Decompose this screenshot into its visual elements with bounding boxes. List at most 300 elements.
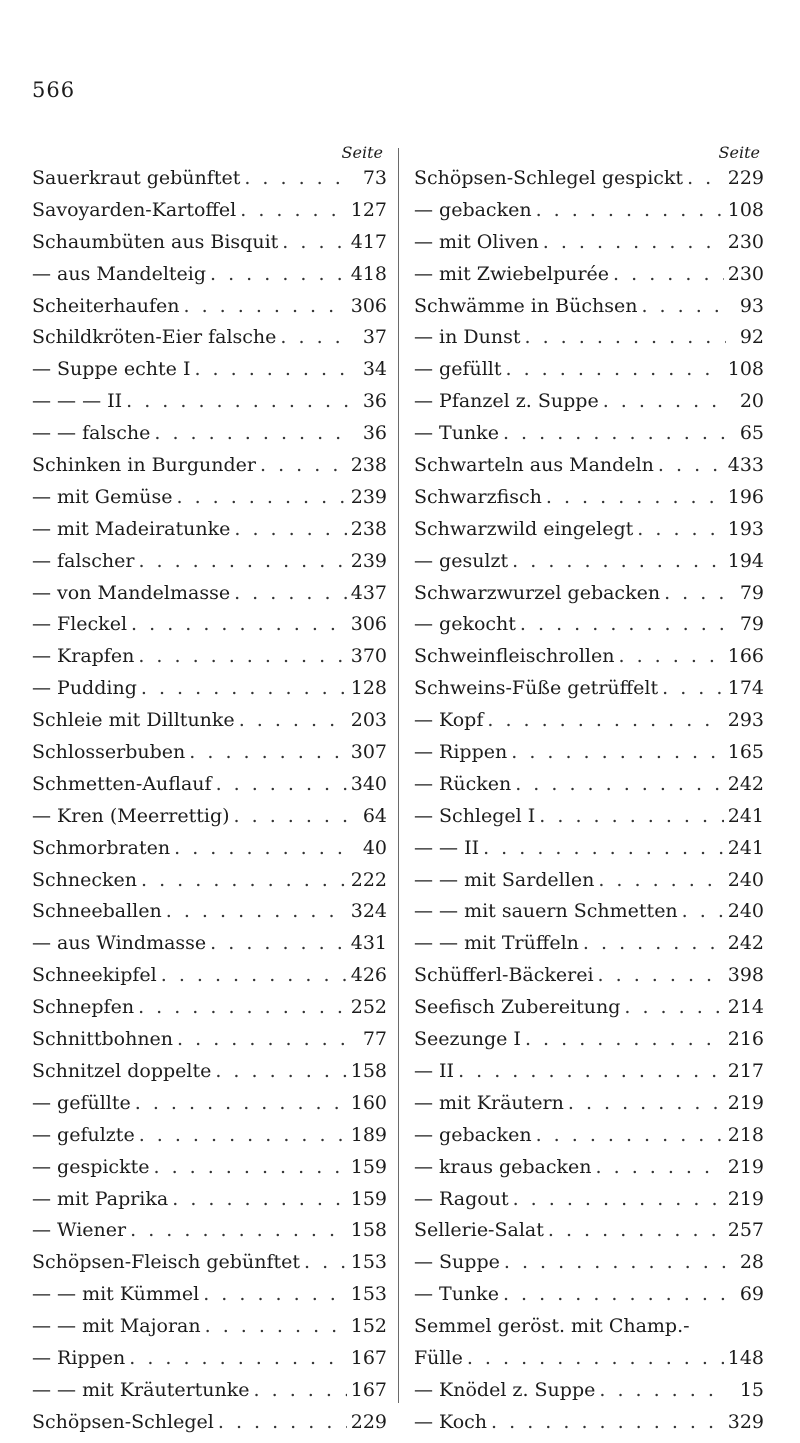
entry-label: Schmorbraten [32, 836, 171, 859]
column-header: Seite [341, 143, 383, 162]
dot-leader [487, 709, 723, 731]
index-entry [32, 358, 387, 390]
entry-label: — gebacken [414, 198, 532, 221]
entry-label: Seezunge I [414, 1028, 521, 1051]
column-divider [398, 148, 399, 1403]
entry-page-number: 307 [350, 741, 387, 764]
dot-leader [536, 1124, 724, 1146]
entry-label: — Pudding [32, 677, 137, 700]
index-entry [32, 231, 387, 263]
entry-label: — — falsche [32, 422, 151, 445]
entry-label: — Kren (Meerrettig) [32, 804, 230, 827]
entry-label: Schnepfen [32, 996, 135, 1019]
dot-leader [536, 199, 724, 221]
entry-page-number: 158 [350, 1059, 387, 1082]
entry-page-number: 242 [727, 932, 764, 955]
index-entry [32, 805, 387, 837]
index-entry [414, 326, 764, 358]
index-entry [32, 1315, 387, 1347]
entry-page-number: 216 [727, 1028, 764, 1051]
index-entry [32, 1283, 387, 1315]
entry-label: — Rippen [32, 1346, 126, 1369]
dot-leader [503, 1283, 726, 1305]
entry-label: — gesulzt [414, 549, 509, 572]
entry-page-number: 108 [727, 358, 764, 381]
entry-page-number: 79 [739, 581, 764, 604]
dot-leader [525, 1028, 724, 1050]
index-entry [32, 1219, 387, 1251]
entry-page-number: 69 [739, 1283, 764, 1306]
entry-label: Schöpsen-Schlegel [32, 1410, 214, 1433]
entry-label: — gefulzte [32, 1123, 135, 1146]
index-entry [414, 1411, 764, 1443]
dot-leader [548, 1219, 724, 1241]
entry-label: — Rippen [414, 741, 508, 764]
index-entry [32, 582, 387, 614]
dot-leader [619, 645, 724, 667]
entry-page-number: 417 [350, 230, 387, 253]
index-entry [32, 709, 387, 741]
index-entry [414, 1315, 764, 1347]
dot-leader [244, 167, 349, 189]
entry-label: — Wiener [32, 1219, 127, 1242]
index-entry [414, 613, 764, 645]
index-entry [32, 1411, 387, 1443]
entry-label: Schnittbohnen [32, 1028, 174, 1051]
dot-leader [234, 582, 347, 604]
dot-leader [525, 326, 727, 348]
index-entry [32, 167, 387, 199]
dot-leader [598, 869, 723, 891]
entry-page-number: 217 [727, 1059, 764, 1082]
entry-label: — Suppe [414, 1251, 500, 1274]
dot-leader [203, 1283, 347, 1305]
entry-page-number: 324 [350, 900, 387, 923]
index-column-right [414, 143, 764, 1443]
dot-leader [234, 805, 349, 827]
dot-leader [184, 295, 347, 317]
entry-label: — gebacken [414, 1123, 532, 1146]
entry-label: Schinken in Burgunder [32, 454, 257, 477]
entry-label: Schneekipfel [32, 964, 157, 987]
entry-page-number: 174 [727, 677, 764, 700]
index-entry [32, 964, 387, 996]
entry-label: — Pfanzel z. Suppe [414, 390, 599, 413]
index-entry [414, 837, 764, 869]
dot-leader [205, 1315, 347, 1337]
entry-page-number: 148 [727, 1346, 764, 1369]
dot-leader [131, 613, 347, 635]
entry-page-number: 127 [350, 198, 387, 221]
entry-page-number: 64 [362, 804, 387, 827]
entry-label: — — II [414, 836, 480, 859]
dot-leader [135, 1092, 347, 1114]
dot-leader [511, 741, 724, 763]
entry-page-number: 306 [350, 294, 387, 317]
dot-leader [138, 645, 346, 667]
index-entry [414, 550, 764, 582]
entry-page-number: 15 [739, 1378, 764, 1401]
dot-leader [598, 964, 724, 986]
entry-label: — Schlegel I [414, 804, 536, 827]
entry-label: — — mit Kräutertunke [32, 1378, 250, 1401]
index-entry [32, 1251, 387, 1283]
index-entry [32, 741, 387, 773]
index-entry [32, 1379, 387, 1411]
index-entry [414, 358, 764, 390]
entry-page-number: 152 [350, 1315, 387, 1338]
index-entry [414, 1060, 764, 1092]
index-entry [414, 1379, 764, 1411]
dot-leader [166, 900, 347, 922]
entry-label: Schweinfleischrollen [414, 645, 615, 668]
dot-leader [504, 1251, 726, 1273]
dot-leader [260, 454, 347, 476]
entry-page-number: 166 [727, 645, 764, 668]
entry-page-number: 306 [350, 613, 387, 636]
dot-leader [141, 869, 347, 891]
entry-page-number: 239 [350, 549, 387, 572]
entry-label: — Ragout [414, 1187, 509, 1210]
entry-page-number: 238 [350, 454, 387, 477]
index-entry [414, 1251, 764, 1283]
entry-page-number: 167 [350, 1378, 387, 1401]
dot-leader [613, 263, 724, 285]
dot-leader [240, 199, 347, 221]
index-entry [32, 1092, 387, 1124]
entry-label: — II [414, 1059, 455, 1082]
entry-label: — aus Mandelteig [32, 262, 207, 285]
entry-page-number: 240 [727, 868, 764, 891]
entry-page-number: 108 [727, 198, 764, 221]
entry-page-number: 241 [727, 804, 764, 827]
dot-leader [583, 932, 724, 954]
entry-label: — mit Madeiratunke [32, 517, 231, 540]
entry-label: — falscher [32, 549, 135, 572]
entry-label: Semmel geröst. mit Champ.- [414, 1315, 690, 1338]
index-entry [32, 1156, 387, 1188]
entry-label: Schöpsen-Schlegel gespickt [414, 167, 684, 189]
dot-leader [194, 358, 349, 380]
entry-label: — mit Paprika [32, 1187, 169, 1210]
index-entry [414, 454, 764, 486]
dot-leader [603, 390, 726, 412]
entry-label: Schwarzfisch [414, 485, 542, 508]
entry-page-number: 37 [362, 326, 387, 349]
entry-label: — gekocht [414, 613, 516, 636]
entry-page-number: 189 [350, 1123, 387, 1146]
index-entry [32, 326, 387, 358]
index-entry [414, 1219, 764, 1251]
index-entry [414, 486, 764, 518]
index-entry [414, 1124, 764, 1156]
entry-label: — mit Zwiebelpurée [414, 262, 610, 285]
entry-page-number: 92 [739, 326, 764, 349]
index-entry [32, 295, 387, 327]
dot-leader [596, 1156, 724, 1178]
entry-page-number: 65 [739, 422, 764, 445]
dot-leader [172, 1188, 347, 1210]
dot-leader [176, 486, 346, 508]
dot-leader [491, 1411, 724, 1433]
index-entry [32, 390, 387, 422]
dot-leader [467, 1347, 724, 1369]
entry-label: — — mit Sardellen [414, 868, 595, 891]
dot-leader [215, 1060, 346, 1082]
entry-label: Schwämme in Büchsen [414, 294, 638, 317]
entry-label: — mit Kräutern [414, 1091, 564, 1114]
entry-page-number: 36 [362, 390, 387, 413]
index-entry [32, 263, 387, 295]
entry-page-number: 196 [727, 485, 764, 508]
dot-leader [210, 932, 347, 954]
page-number: 566 [32, 78, 76, 102]
index-entry [32, 996, 387, 1028]
index-entry [32, 486, 387, 518]
index-entry [414, 199, 764, 231]
index-entry [32, 199, 387, 231]
entry-page-number: 165 [727, 741, 764, 764]
index-entry [32, 613, 387, 645]
entry-page-number: 293 [727, 709, 764, 732]
entry-page-number: 437 [350, 581, 387, 604]
dot-leader [139, 1124, 347, 1146]
entry-label: Sellerie-Salat [414, 1219, 544, 1242]
entry-label: Schnecken [32, 868, 138, 891]
index-entry [414, 869, 764, 901]
entry-page-number: 230 [727, 262, 764, 285]
entry-label: — Krapfen [32, 645, 135, 668]
index-entry [32, 1124, 387, 1156]
entry-label: Schmetten-Auflauf [32, 772, 212, 795]
entry-list [32, 167, 387, 1443]
entry-page-number: 426 [350, 964, 387, 987]
entry-page-number: 93 [739, 294, 764, 317]
entry-label: — — mit Kümmel [32, 1283, 200, 1306]
index-entry [32, 932, 387, 964]
entry-page-number: 329 [727, 1410, 764, 1433]
entry-page-number: 160 [350, 1091, 387, 1114]
dot-leader [641, 295, 726, 317]
entry-label: Schwarzwurzel gebacken [414, 581, 661, 604]
entry-page-number: 203 [350, 709, 387, 732]
dot-leader [282, 231, 346, 253]
entry-page-number: 222 [350, 868, 387, 891]
dot-leader [664, 582, 726, 604]
dot-leader [539, 805, 723, 827]
entry-label: — mit Gemüse [32, 485, 173, 508]
entry-page-number: 159 [350, 1155, 387, 1178]
entry-page-number: 239 [350, 485, 387, 508]
index-entry [414, 1188, 764, 1220]
index-entry [32, 422, 387, 454]
entry-label: — Suppe echte I [32, 358, 191, 381]
entry-page-number: 34 [362, 358, 387, 381]
dot-leader [138, 550, 346, 572]
entry-page-number: 229 [727, 167, 764, 189]
entry-page-number: 370 [350, 645, 387, 668]
dot-leader [138, 996, 347, 1018]
index-entry [32, 1028, 387, 1060]
index-entry [32, 677, 387, 709]
entry-page-number: 28 [739, 1251, 764, 1274]
entry-label: — gefüllt [414, 358, 502, 381]
entry-label: — Tunke [414, 1283, 499, 1306]
index-entry [32, 454, 387, 486]
entry-label: — in Dunst [414, 326, 521, 349]
index-entry [32, 1060, 387, 1092]
dot-leader [687, 167, 724, 189]
index-entry [414, 964, 764, 996]
dot-leader [512, 550, 724, 572]
entry-label: — Koch [414, 1410, 488, 1433]
dot-leader [599, 1379, 726, 1401]
dot-leader [662, 677, 724, 699]
index-entry [32, 550, 387, 582]
index-entry [414, 390, 764, 422]
entry-label: — Rücken [414, 772, 512, 795]
entry-page-number: 219 [727, 1091, 764, 1114]
entry-page-number: 153 [350, 1283, 387, 1306]
index-entry [414, 582, 764, 614]
entry-page-number: 238 [350, 517, 387, 540]
entry-label: — gespickte [32, 1155, 150, 1178]
index-entry [414, 1283, 764, 1315]
entry-page-number: 340 [350, 772, 387, 795]
index-entry [32, 837, 387, 869]
dot-leader [141, 677, 347, 699]
dot-leader [515, 773, 724, 795]
dot-leader [153, 1156, 346, 1178]
index-entry [414, 422, 764, 454]
dot-leader [280, 326, 349, 348]
dot-leader [216, 773, 347, 795]
dot-leader [304, 1251, 347, 1273]
dot-leader [189, 741, 346, 763]
entry-page-number: 219 [727, 1155, 764, 1178]
entry-page-number: 214 [727, 996, 764, 1019]
index-entry [32, 645, 387, 677]
index-entry [414, 231, 764, 263]
entry-label: Schüfferl-Bäckerei [414, 964, 594, 987]
entry-page-number: 158 [350, 1219, 387, 1242]
entry-label: Scheiterhaufen [32, 294, 180, 317]
dot-leader [458, 1060, 724, 1082]
entry-label: Savoyarden-Kartoffel [32, 198, 237, 221]
entry-label: — Kopf [414, 709, 484, 732]
column-header: Seite [718, 143, 760, 162]
entry-page-number: 398 [727, 964, 764, 987]
entry-label: — gefüllte [32, 1091, 131, 1114]
dot-leader [503, 422, 726, 444]
entry-page-number: 240 [727, 900, 764, 923]
index-entry [32, 1347, 387, 1379]
dot-leader [174, 837, 349, 859]
index-entry [414, 805, 764, 837]
entry-page-number: 20 [739, 390, 764, 413]
dot-leader [568, 1092, 724, 1114]
index-entry [414, 1028, 764, 1060]
entry-page-number: 193 [727, 517, 764, 540]
entry-page-number: 40 [362, 836, 387, 859]
dot-leader [254, 1379, 347, 1401]
entry-page-number: 219 [727, 1187, 764, 1210]
entry-page-number: 229 [350, 1410, 387, 1433]
index-entry [414, 709, 764, 741]
dot-leader [483, 837, 724, 859]
index-entry [414, 996, 764, 1028]
dot-leader [126, 390, 349, 412]
index-entry [414, 1347, 764, 1379]
dot-leader [637, 518, 723, 540]
index-entry [414, 1156, 764, 1188]
index-entry [414, 518, 764, 550]
entry-list [414, 167, 764, 1443]
entry-label: Schwarteln aus Mandeln [414, 454, 654, 477]
entry-label: — von Mandelmasse [32, 581, 231, 604]
entry-page-number: 77 [362, 1028, 387, 1051]
entry-page-number: 242 [727, 772, 764, 795]
entry-page-number: 241 [727, 836, 764, 859]
entry-label: — kraus gebacken [414, 1155, 592, 1178]
dot-leader [506, 358, 724, 380]
index-entry [414, 295, 764, 327]
index-entry [414, 741, 764, 773]
index-entry [32, 518, 387, 550]
entry-label: Schleie mit Dilltunke [32, 709, 235, 732]
dot-leader [129, 1347, 347, 1369]
entry-label: — mit Oliven [414, 230, 539, 253]
index-entry [414, 263, 764, 295]
entry-page-number: 167 [350, 1346, 387, 1369]
entry-page-number: 194 [727, 549, 764, 572]
entry-page-number: 128 [350, 677, 387, 700]
index-entry [414, 900, 764, 932]
entry-label: — — — II [32, 390, 123, 413]
dot-leader [513, 1188, 724, 1210]
entry-label: Fülle [414, 1346, 463, 1369]
entry-label: Schildkröten-Eier falsche [32, 326, 277, 349]
dot-leader [624, 996, 723, 1018]
index-column-left [32, 143, 387, 1443]
dot-leader [543, 231, 724, 253]
entry-page-number: 218 [727, 1123, 764, 1146]
entry-label: Schnitzel doppelte [32, 1059, 212, 1082]
index-entry [32, 1188, 387, 1220]
entry-label: — — mit Trüffeln [414, 932, 579, 955]
entry-label: Schwarzwild eingelegt [414, 517, 634, 540]
entry-page-number: 79 [739, 613, 764, 636]
dot-leader [154, 422, 349, 444]
index-entry [414, 677, 764, 709]
entry-label: Schweins-Füße getrüffelt [414, 677, 659, 700]
entry-page-number: 153 [350, 1251, 387, 1274]
entry-label: — — mit Majoran [32, 1315, 201, 1338]
entry-page-number: 36 [362, 422, 387, 445]
index-entry [414, 773, 764, 805]
entry-page-number: 433 [727, 454, 764, 477]
dot-leader [682, 900, 724, 922]
index-entry [32, 900, 387, 932]
entry-page-number: 73 [362, 167, 387, 189]
entry-page-number: 257 [727, 1219, 764, 1242]
index-entry [32, 773, 387, 805]
dot-leader [210, 263, 347, 285]
dot-leader [239, 709, 347, 731]
entry-page-number: 418 [350, 262, 387, 285]
index-entry [414, 167, 764, 199]
index-entry [414, 1092, 764, 1124]
